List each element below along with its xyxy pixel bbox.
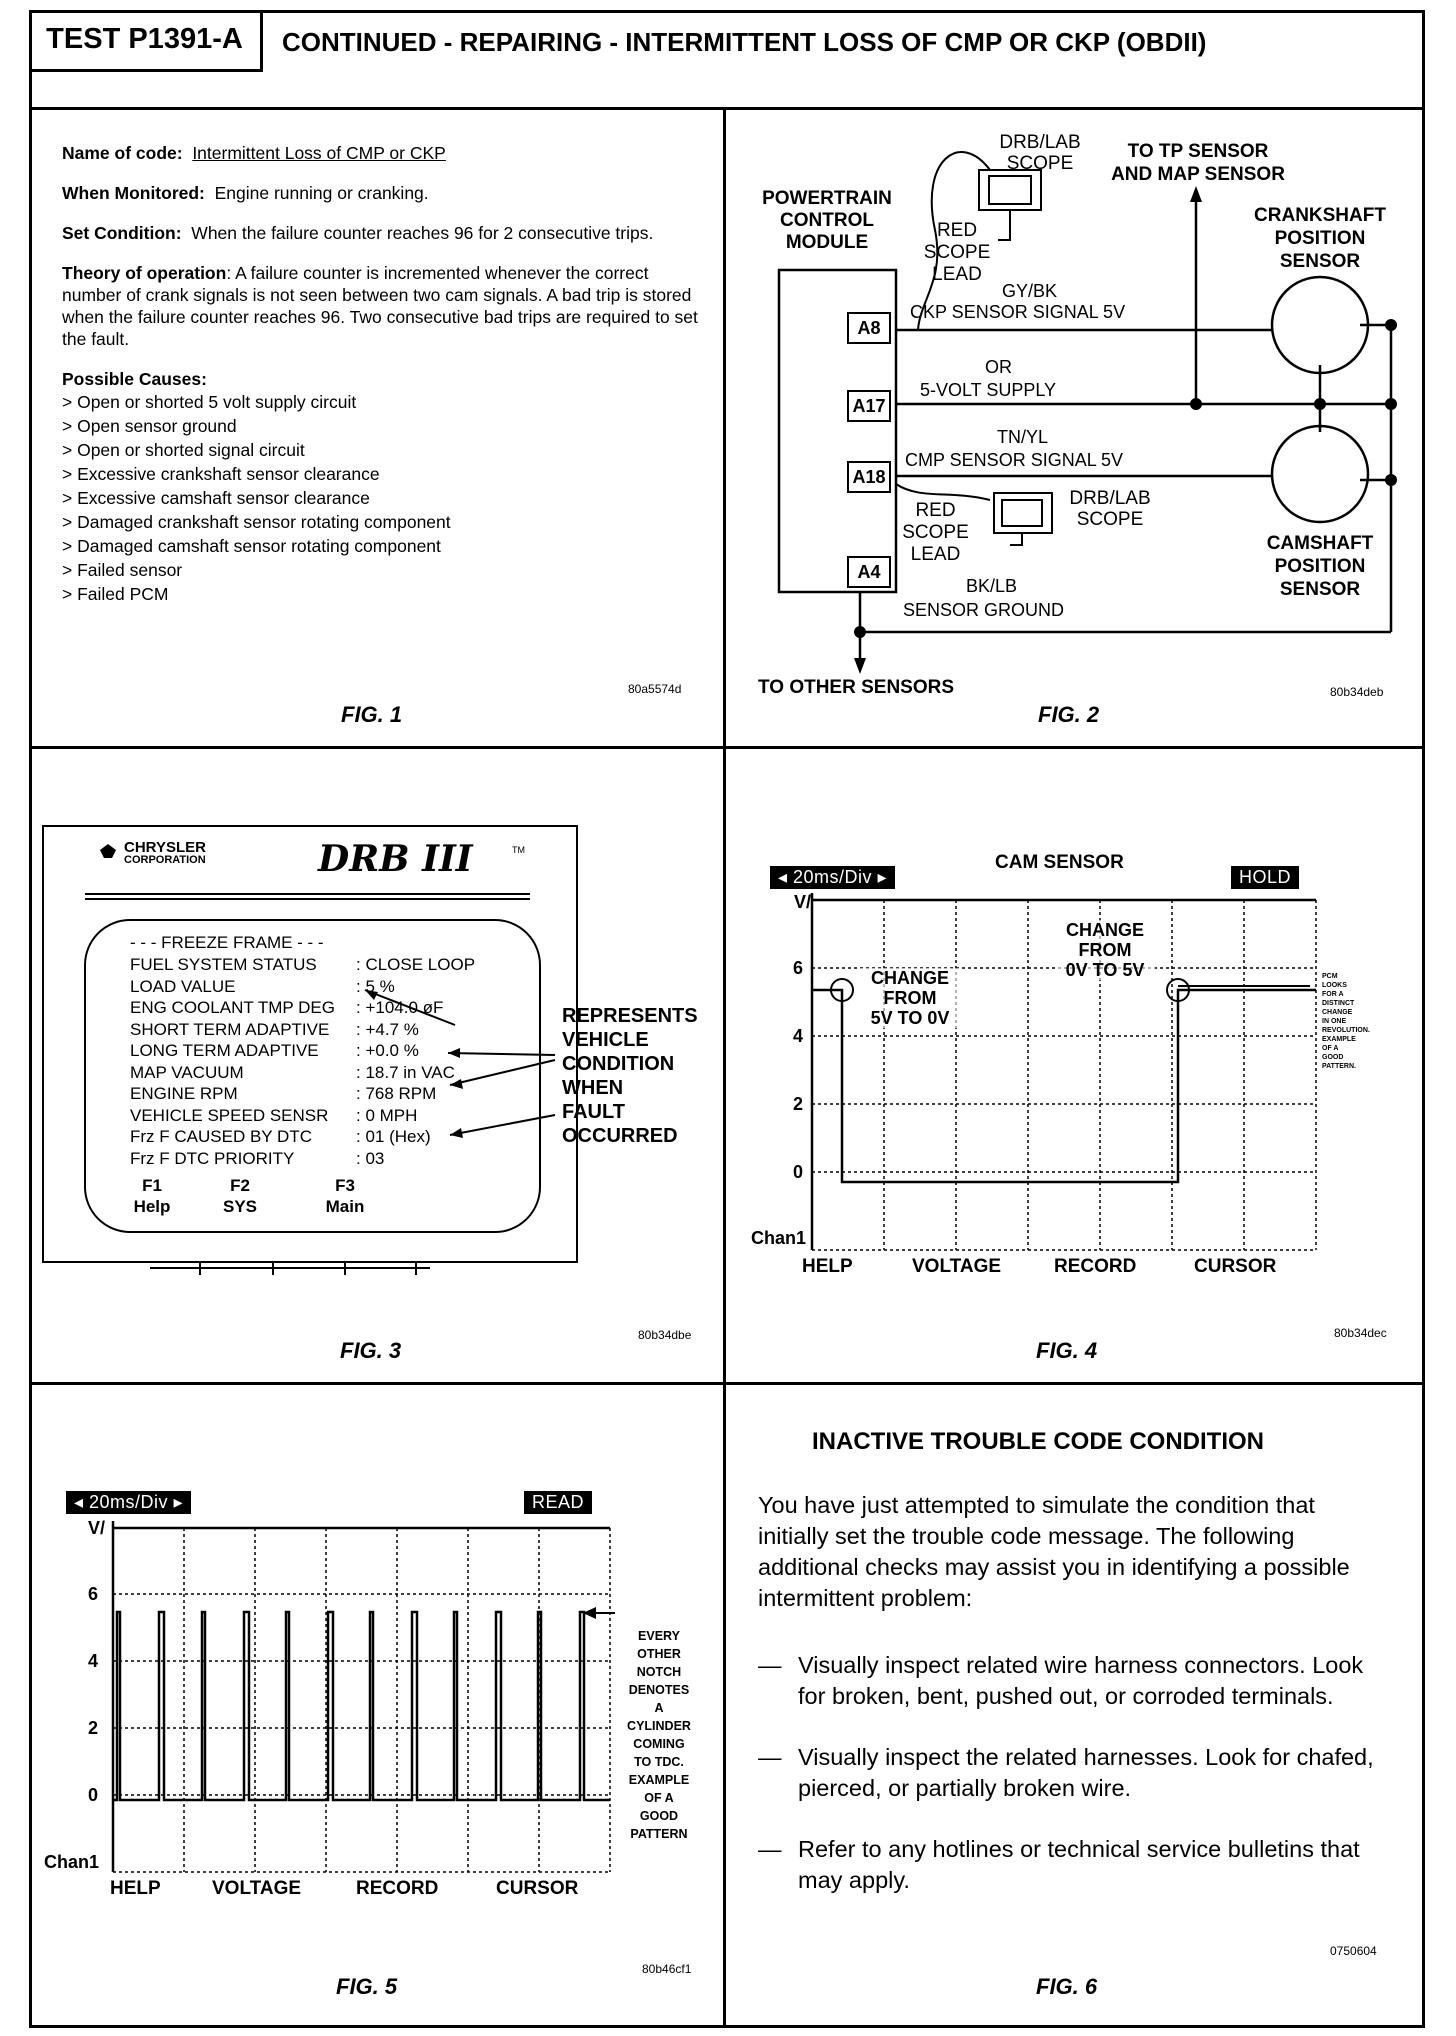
trademark: TM [512, 845, 525, 855]
pin-a18: A18 [847, 461, 891, 493]
fault-annotation: REPRESENTS VEHICLE CONDITION WHEN FAULT OCCURRED [562, 1005, 698, 1147]
cause-item: > Failed PCM [62, 584, 169, 604]
tp-sensor-label: TO TP SENSOR AND MAP SENSOR [1111, 141, 1285, 185]
cause-item: > Excessive crankshaft sensor clearance [62, 464, 380, 484]
wire-or: OR [985, 357, 1012, 377]
crank-signal-trace [113, 1612, 610, 1800]
set-condition-label: Set Condition: [62, 223, 182, 243]
fig4-record-button[interactable]: RECORD [1054, 1256, 1137, 1277]
freeze-row: VEHICLE SPEED SENSR : 0 MPH [130, 1105, 418, 1125]
page-title: CONTINUED - REPAIRING - INTERMITTENT LOSS OF CMP OR CKP (OBDII) [282, 27, 1207, 57]
cause-item: > Failed sensor [62, 560, 183, 580]
f2-key[interactable]: F2 SYS [222, 1176, 258, 1216]
freeze-row: LOAD VALUE : 5 % [130, 976, 395, 996]
fig5-timebase[interactable]: ◂ 20ms/Div ▸ [66, 1491, 191, 1514]
fig5-code: 80b46cf1 [642, 1962, 692, 1976]
ckp-signal-label: CKP SENSOR SIGNAL 5V [910, 302, 1126, 322]
fig5-record-button[interactable]: RECORD [356, 1878, 439, 1899]
theory-label: Theory of operation [62, 263, 227, 283]
fig4-help-button[interactable]: HELP [802, 1256, 853, 1277]
fig3-label: FIG. 3 [340, 1338, 402, 1363]
pin-a8: A8 [847, 312, 891, 344]
fig5-label: FIG. 5 [336, 1974, 398, 1999]
theory-value: : A failure counter is incremented whenever the correct number of crank signals is not seen between two cam signals. A bad trip is stored when the failure counter reaches 96. Two consecutive bad trips are required to set the fault. [62, 263, 698, 349]
freeze-row: Frz F DTC PRIORITY : 03 [130, 1148, 385, 1168]
fig4-ytick: 6 [793, 958, 804, 978]
code-name-label: Name of code: [62, 143, 183, 163]
code-name-value: Intermittent Loss of CMP or CKP [192, 143, 446, 163]
fig4-ytick: 0 [793, 1162, 804, 1182]
fig5-help-button[interactable]: HELP [110, 1878, 161, 1899]
cause-item: > Open or shorted 5 volt supply circuit [62, 392, 357, 412]
monitored-value: Engine running or cranking. [214, 183, 429, 203]
pin-a4: A4 [847, 556, 891, 588]
freeze-row: ENGINE RPM : 768 RPM [130, 1084, 437, 1103]
freeze-row: SHORT TERM ADAPTIVE : +4.7 % [130, 1019, 419, 1039]
fig3-code: 80b34dbe [638, 1328, 692, 1342]
freeze-row: MAP VACUUM : 18.7 in VAC [130, 1062, 455, 1082]
fig5-ytick: 0 [88, 1785, 99, 1805]
scope-top-label: DRB/LAB SCOPE [999, 132, 1081, 174]
cause-item: > Open sensor ground [62, 416, 237, 436]
fig5-voltage-button[interactable]: VOLTAGE [212, 1878, 302, 1899]
pcm-label: POWERTRAIN CONTROL MODULE [762, 188, 892, 253]
fig4-chan: Chan1 [751, 1228, 807, 1248]
fig5-mode[interactable]: READ [524, 1491, 592, 1514]
five-volt-label: 5-VOLT SUPPLY [920, 380, 1057, 400]
fig2-code: 80b34deb [1330, 685, 1384, 699]
freeze-row: Frz F CAUSED BY DTC : 01 (Hex) [130, 1127, 431, 1146]
red-scope-lead-bottom: RED SCOPE LEAD [902, 500, 969, 565]
fig6-title: INACTIVE TROUBLE CODE CONDITION [812, 1428, 1265, 1455]
fig4-timebase[interactable]: ◂ 20ms/Div ▸ [770, 866, 895, 889]
fig4-cursor-button[interactable]: CURSOR [1194, 1256, 1277, 1277]
fig4-label: FIG. 4 [1036, 1338, 1098, 1363]
freeze-frame-title: - - - FREEZE FRAME - - - [130, 933, 324, 952]
fig1-code: 80a5574d [628, 682, 682, 696]
cause-item: > Excessive camshaft sensor clearance [62, 488, 370, 508]
freeze-row: ENG COOLANT TMP DEG : +104.0 øF [130, 998, 444, 1017]
wire-tnyl: TN/YL [997, 427, 1049, 447]
fig6-body [758, 1490, 1378, 1926]
f3-key[interactable]: F3 Main [325, 1176, 365, 1216]
freeze-row: LONG TERM ADAPTIVE : +0.0 % [130, 1041, 419, 1060]
cmp-signal-label: CMP SENSOR SIGNAL 5V [905, 450, 1124, 470]
fig4-ytick: 2 [793, 1094, 804, 1114]
fig6-label: FIG. 6 [1036, 1974, 1098, 1999]
fig2-label: FIG. 2 [1038, 702, 1100, 727]
other-sensors-label: TO OTHER SENSORS [758, 677, 955, 698]
freeze-row: FUEL SYSTEM STATUS : CLOSE LOOP [130, 955, 476, 974]
fig5-ytick: 6 [88, 1584, 99, 1604]
fig5-cursor-button[interactable]: CURSOR [496, 1878, 579, 1899]
fig6-check-item: — Visually inspect the related harnesses. Look for chafed, pierced, or partially broken wire. [758, 1744, 1374, 1801]
fig6-check-item: — Refer to any hotlines or technical service bulletins that may apply. [758, 1836, 1360, 1893]
cause-item: > Damaged crankshaft sensor rotating component [62, 512, 451, 532]
fig4-code: 80b34dec [1334, 1326, 1387, 1340]
change-0v-to-5v: CHANGE FROM 0V TO 5V [1055, 920, 1155, 980]
fig5-v-label: V/ [88, 1518, 106, 1538]
fig4-title: CAM SENSOR [995, 852, 1124, 873]
scope-bottom-label: DRB/LAB SCOPE [1069, 488, 1151, 530]
camshaft-sensor-label: CAMSHAFT POSITION SENSOR [1266, 533, 1374, 600]
set-condition-value: When the failure counter reaches 96 for 2 consecutive trips. [191, 223, 654, 243]
fig4-mode[interactable]: HOLD [1231, 866, 1299, 889]
crankshaft-sensor-label: CRANKSHAFT POSITION SENSOR [1254, 205, 1386, 272]
f1-key[interactable]: F1 Help [133, 1176, 171, 1216]
fig5-ytick: 4 [88, 1651, 99, 1671]
monitored-label: When Monitored: [62, 183, 205, 203]
fig6-code: 0750604 [1330, 1944, 1377, 1958]
fig5-ytick: 2 [88, 1718, 99, 1738]
test-id: TEST P1391-A [29, 10, 263, 72]
fig4-voltage-button[interactable]: VOLTAGE [912, 1256, 1002, 1277]
drb-model-title: DRB III [318, 838, 473, 880]
fig4-v-label: V/ [794, 892, 812, 912]
chrysler-logo: CHRYSLER CORPORATION [124, 839, 206, 866]
change-5v-to-0v: CHANGE FROM 5V TO 0V [860, 968, 960, 1028]
fig6-intro: You have just attempted to simulate the condition that initially set the trouble code message. The following additional checks may assist you in identifying a possible intermittent problem: [758, 1492, 1350, 1611]
fig6-check-item: — Visually inspect related wire harness connectors. Look for broken, bent, pushed out, or corroded terminals. [758, 1652, 1364, 1709]
fig5-note: EVERY OTHER NOTCH DENOTES A CYLINDER COMING TO TDC. EXAMPLE OF A GOOD PATTERN [627, 1629, 691, 1841]
fig1-label: FIG. 1 [341, 702, 403, 727]
wire-gybk: GY/BK [1002, 281, 1058, 301]
fig4-ytick: 4 [793, 1026, 804, 1046]
wire-bklb: BK/LB [966, 576, 1018, 596]
sensor-ground-label: SENSOR GROUND [903, 600, 1065, 620]
causes-label: Possible Causes: [62, 369, 207, 389]
pin-a17: A17 [847, 390, 891, 422]
red-scope-lead-top: RED SCOPE LEAD [923, 220, 991, 285]
cause-item: > Open or shorted signal circuit [62, 440, 305, 460]
fig4-note: PCM LOOKS FOR A DISTINCT CHANGE IN ONE REVOLUTION. EXAMPLE OF A GOOD PATTERN. [1322, 973, 1370, 1070]
cause-item: > Damaged camshaft sensor rotating component [62, 536, 441, 556]
fig5-chan: Chan1 [44, 1852, 100, 1872]
